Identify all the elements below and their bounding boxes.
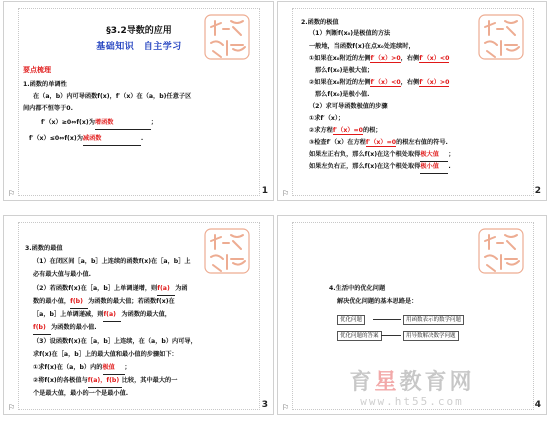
text-fragment: 的根左右值的符号.	[396, 139, 448, 146]
text-line	[309, 125, 382, 137]
text-line	[33, 309, 171, 322]
text-line	[29, 133, 143, 146]
answer-text: f(b)	[33, 324, 46, 331]
watermark-text: 星	[374, 370, 400, 395]
page-title: §3.2导数的应用	[106, 26, 172, 36]
watermark	[278, 371, 546, 408]
flow-arrow	[373, 319, 401, 320]
decorative-seal-icon	[477, 227, 525, 275]
decorative-seal-icon	[477, 13, 525, 61]
text-fragment: 的根；	[363, 127, 382, 134]
flow-arrow	[381, 335, 401, 336]
text-fragment: .	[140, 135, 144, 142]
text-line: （3）设函数f(x)在［a，b］上连续，在（a，b）内可导，	[33, 338, 197, 345]
decorative-seal-icon	[203, 227, 251, 275]
text-line	[41, 117, 157, 130]
slide-content-frame	[18, 8, 260, 196]
text-line: ①求f′（x）；	[309, 115, 345, 122]
slide-3[interactable]	[3, 215, 274, 415]
text-fragment: f′（x）≥0⇔f(x)为	[41, 119, 95, 126]
decorative-seal-icon	[203, 13, 251, 61]
flow-box-derivative: 用导数解决数学问题	[403, 331, 459, 341]
text-fragment: 为函数的最大值，	[121, 311, 171, 318]
answer-text: f(a)	[103, 311, 117, 318]
text-fragment: 数的最小值，	[33, 298, 71, 305]
answer-text: f′（x）=0	[332, 127, 363, 134]
text-fragment: ①求f(x)在（a，b）内的	[33, 364, 103, 371]
slide-2[interactable]	[277, 1, 547, 201]
text-fragment: ②如果在x₀附近的左侧	[309, 79, 371, 86]
text-fragment: 为函数的最小值.	[51, 324, 97, 331]
text-fragment: .	[448, 163, 451, 170]
text-line: 解决优化问题的基本思路是：	[337, 298, 418, 305]
text-fragment: ③检查f′（x）在方程	[309, 139, 366, 146]
answer-text: 极大值	[420, 151, 439, 158]
text-fragment: f′（x）≤0⇔f(x)为	[29, 135, 83, 142]
fill-blank	[33, 322, 51, 335]
text-fragment: 如果左正右负，那么f(x)在这个根处取得	[309, 151, 421, 158]
text-line: 那么f(x₀)是极大值；	[315, 67, 374, 74]
fill-blank	[82, 133, 144, 146]
fill-blank	[420, 149, 448, 162]
fill-blank	[88, 375, 122, 388]
text-line	[33, 362, 131, 375]
text-fragment: ；	[150, 119, 158, 126]
text-line: 1.函数的单调性	[23, 81, 67, 88]
text-line: （1）在闭区间［a，b］上连续的函数f(x)在［a，b］上	[33, 258, 191, 265]
speaker-note-icon[interactable]: ⚐	[282, 403, 290, 412]
text-line	[309, 77, 449, 89]
watermark-url: www.ht55.com	[360, 395, 464, 408]
text-line	[33, 296, 175, 309]
speaker-note-icon[interactable]: ⚐	[8, 403, 16, 412]
page-number: 1	[261, 186, 268, 196]
text-fragment: ［a，b］上单调递减，则	[33, 311, 104, 318]
text-line	[309, 137, 448, 149]
text-fragment: 比较，其中最大的一	[121, 377, 178, 384]
text-line: 一般地，当函数f(x)在点x₀处连续时，	[309, 43, 415, 50]
answer-text: 极值	[102, 364, 115, 371]
text-fragment: ；	[448, 151, 455, 158]
text-line: 个是最大值，最小的一个是最小值.	[33, 390, 129, 397]
slide-4[interactable]	[277, 215, 547, 415]
page-number: 3	[261, 400, 268, 410]
text-line: 那么f(x₀)是极小值.	[315, 91, 370, 98]
text-fragment: ②将f(x)的各极值与	[33, 377, 88, 384]
text-line: 3.函数的最值	[25, 245, 63, 252]
text-fragment: ②求方程	[309, 127, 333, 134]
text-line	[33, 322, 97, 335]
text-line: 2.函数的极值	[301, 19, 339, 26]
slide-1[interactable]	[3, 1, 274, 201]
answer-text: f′（x）>0	[370, 55, 401, 62]
flow-box-math-problem: 用函数表示的数学问题	[403, 315, 464, 325]
text-fragment: 如果左负右正，那么f(x)在这个根处取得	[309, 163, 421, 170]
text-fragment: 为函	[175, 285, 188, 292]
answer-text: 极小值	[420, 163, 439, 170]
text-line: 必有最大值与最小值.	[33, 271, 92, 278]
text-fragment: （2）若函数f(x)在［a，b］上单调递增，则	[33, 285, 158, 292]
answer-text: 增函数	[94, 119, 114, 126]
speaker-note-icon[interactable]: ⚐	[282, 189, 290, 198]
text-line: 在（a，b）内可导函数f(x)，f′（x）在（a，b)任意子区	[33, 93, 192, 100]
slide-content-frame	[18, 222, 260, 410]
text-line	[33, 283, 188, 296]
fill-blank	[103, 362, 125, 375]
text-fragment: ；	[124, 364, 131, 371]
answer-text: f′（x）<0	[419, 55, 450, 62]
page-subtitle: 基础知识 自主学习	[96, 42, 182, 52]
answer-text: f(b)	[70, 298, 83, 305]
flow-box-answer: 优化问题的答案	[337, 331, 382, 341]
text-line	[309, 149, 455, 162]
text-line: 4.生活中的优化问题	[329, 285, 386, 292]
text-line: 求f(x)在［a，b］上的最大值和最小值的步骤如下：	[33, 351, 178, 358]
page-number: 2	[534, 186, 541, 196]
text-fragment: 为函数的最大值；若函数f(x)在	[88, 298, 175, 305]
fill-blank	[420, 161, 451, 174]
watermark-title	[278, 371, 546, 395]
answer-text: f(a)，f(b)	[87, 377, 120, 384]
text-line: 间内都不恒等于0.	[23, 105, 73, 112]
fill-blank	[70, 296, 88, 309]
text-fragment: ①如果在x₀附近的左侧	[309, 55, 371, 62]
flow-box-problem: 优化问题	[337, 315, 365, 325]
answer-text: 减函数	[82, 135, 102, 142]
section-heading: 要点梳理	[23, 66, 51, 74]
fill-blank	[103, 309, 121, 322]
answer-text: f′（x）<0	[370, 79, 401, 86]
fill-blank	[157, 283, 175, 296]
text-fragment: ，右侧	[400, 79, 420, 86]
page-number: 4	[534, 400, 541, 410]
text-line: （2）求可导函数极值的步骤	[309, 103, 388, 110]
answer-text: f(a)	[157, 285, 170, 292]
fill-blank	[95, 117, 151, 130]
speaker-note-icon[interactable]: ⚐	[8, 189, 16, 198]
text-line	[309, 53, 449, 65]
text-line: （1）判断f(x₀)是极值的方法	[309, 30, 391, 37]
answer-text: f′（x）=0	[365, 139, 397, 146]
text-fragment: ，右侧	[400, 55, 420, 62]
text-line	[309, 161, 451, 174]
watermark-text: 育	[349, 370, 375, 395]
slide-content-frame	[292, 8, 534, 196]
watermark-text: 教育网	[399, 370, 475, 395]
text-line	[33, 375, 177, 388]
answer-text: f′（x）>0	[419, 79, 450, 86]
